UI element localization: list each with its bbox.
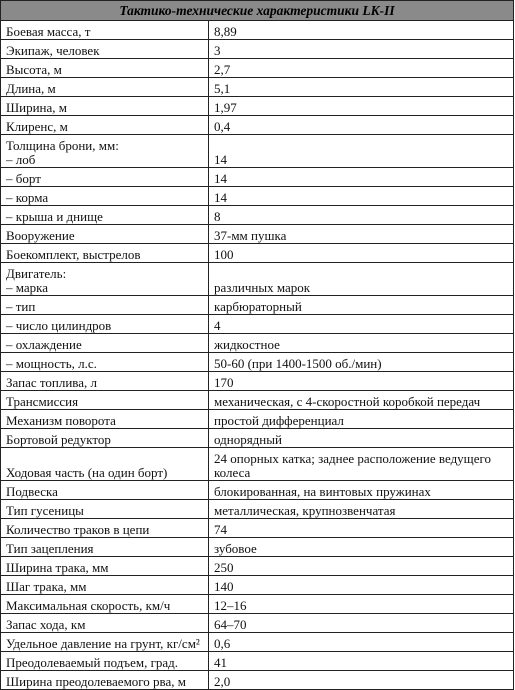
spec-value-cell	[209, 225, 514, 244]
spec-label-cell	[1, 353, 209, 372]
table-row	[1, 225, 514, 244]
spec-label: – марка	[6, 280, 49, 295]
spec-value: 14	[214, 171, 227, 186]
spec-value-cell	[209, 187, 514, 206]
spec-label-cell	[1, 614, 209, 633]
spec-label: Максимальная скорость, км/ч	[6, 598, 171, 613]
spec-label: Тип гусеницы	[6, 503, 84, 518]
spec-label: – борт	[6, 171, 41, 186]
spec-label-cell	[1, 59, 209, 78]
spec-label: Высота, м	[6, 62, 62, 77]
spec-value: 170	[214, 375, 234, 390]
spec-value: 5,1	[214, 81, 231, 96]
table-row	[1, 538, 514, 557]
spec-value-cell	[209, 135, 514, 168]
spec-label-cell	[1, 315, 209, 334]
spec-value-cell	[209, 21, 514, 40]
spec-label-cell	[1, 187, 209, 206]
spec-label-cell	[1, 225, 209, 244]
spec-label: Бортовой редуктор	[6, 432, 111, 447]
spec-label: Длина, м	[6, 81, 56, 96]
table-row	[1, 296, 514, 315]
spec-value: 41	[214, 655, 227, 670]
spec-value: 4	[214, 318, 221, 333]
spec-value: 8,89	[214, 24, 237, 39]
spec-label: – число цилиндров	[6, 318, 112, 333]
spec-value-cell	[209, 206, 514, 225]
spec-value-cell	[209, 168, 514, 187]
spec-value-cell	[209, 40, 514, 59]
spec-value-cell	[209, 448, 514, 481]
spec-label: – мощность, л.с.	[6, 356, 97, 371]
spec-label: Боевая масса, т	[6, 24, 91, 39]
table-row	[1, 448, 514, 481]
table-row	[1, 187, 514, 206]
spec-value: механическая, с 4-скоростной коробкой передач	[214, 394, 481, 409]
spec-label-cell	[1, 391, 209, 410]
table-row	[1, 168, 514, 187]
spec-group-heading: Двигатель:	[6, 266, 67, 281]
spec-value: 3	[214, 43, 221, 58]
spec-value: 64–70	[214, 617, 247, 632]
spec-value-cell	[209, 500, 514, 519]
spec-value-cell	[209, 576, 514, 595]
table-row	[1, 576, 514, 595]
spec-label: Трансмиссия	[6, 394, 79, 409]
spec-value-cell	[209, 59, 514, 78]
spec-label-cell	[1, 429, 209, 448]
spec-value-cell	[209, 334, 514, 353]
table-row	[1, 97, 514, 116]
spec-value-cell	[209, 652, 514, 671]
spec-value-cell	[209, 538, 514, 557]
spec-value: карбюраторный	[214, 299, 302, 314]
spec-value-cell	[209, 353, 514, 372]
table-row	[1, 21, 514, 40]
spec-label-cell	[1, 97, 209, 116]
spec-label-cell	[1, 652, 209, 671]
spec-value: различных марок	[214, 280, 311, 295]
spec-label-cell	[1, 633, 209, 652]
spec-value-cell	[209, 410, 514, 429]
spec-label-cell	[1, 21, 209, 40]
spec-label-cell	[1, 206, 209, 225]
spec-label: Запас топлива, л	[6, 375, 97, 390]
spec-value: простой дифференциал	[214, 413, 344, 428]
spec-value: зубовое	[214, 541, 257, 556]
spec-label-cell	[1, 519, 209, 538]
spec-label: – тип	[6, 299, 36, 314]
table-row	[1, 78, 514, 97]
spec-label-cell	[1, 448, 209, 481]
spec-label-cell	[1, 334, 209, 353]
spec-label-cell	[1, 116, 209, 135]
spec-label-cell	[1, 135, 209, 168]
spec-label: Удельное давление на грунт, кг/см²	[6, 636, 200, 651]
spec-label: Преодолеваемый подъем, град.	[6, 655, 179, 670]
spec-label: Ширина трака, мм	[6, 560, 109, 575]
spec-label: Подвеска	[6, 484, 58, 499]
spec-label-cell	[1, 244, 209, 263]
spec-label: Механизм поворота	[6, 413, 116, 428]
table-row	[1, 595, 514, 614]
table-row	[1, 59, 514, 78]
spec-value-cell	[209, 244, 514, 263]
spec-value: 50-60 (при 1400-1500 об./мин)	[214, 356, 382, 371]
spec-value-cell	[209, 78, 514, 97]
table-row	[1, 315, 514, 334]
spec-label-cell	[1, 168, 209, 187]
spec-value-cell	[209, 671, 514, 690]
spec-label-cell	[1, 538, 209, 557]
spec-rows	[1, 21, 514, 690]
spec-value: 14	[214, 190, 227, 205]
spec-label: Шаг трака, мм	[6, 579, 87, 594]
table-row	[1, 244, 514, 263]
spec-label-cell	[1, 372, 209, 391]
table-row	[1, 481, 514, 500]
spec-value: жидкостное	[214, 337, 280, 352]
spec-group-heading: Толщина брони, мм:	[6, 138, 119, 153]
spec-value-cell	[209, 595, 514, 614]
spec-value: 74	[214, 522, 227, 537]
spec-value: 1,97	[214, 100, 237, 115]
spec-label: – корма	[6, 190, 49, 205]
spec-value: 250	[214, 560, 234, 575]
spec-label-cell	[1, 410, 209, 429]
spec-label-cell	[1, 263, 209, 296]
spec-label-cell	[1, 500, 209, 519]
table-row	[1, 557, 514, 576]
table-row	[1, 391, 514, 410]
spec-label: – крыша и днище	[6, 209, 103, 224]
spec-label-cell	[1, 576, 209, 595]
table-row	[1, 671, 514, 690]
spec-value: металлическая, крупнозвенчатая	[214, 503, 396, 518]
spec-label-cell	[1, 78, 209, 97]
spec-value: 2,7	[214, 62, 231, 77]
spec-label: Запас хода, км	[6, 617, 86, 632]
table-title: Тактико-технические характеристики LK-II	[1, 1, 514, 21]
spec-label-cell	[1, 671, 209, 690]
spec-value: однорядный	[214, 432, 282, 447]
spec-value-cell	[209, 614, 514, 633]
spec-value-cell	[209, 296, 514, 315]
spec-value: 0,4	[214, 119, 231, 134]
spec-value-cell	[209, 429, 514, 448]
spec-label: Вооружение	[6, 228, 75, 243]
spec-label-cell	[1, 595, 209, 614]
spec-label: Количество траков в цепи	[6, 522, 150, 537]
spec-label-cell	[1, 296, 209, 315]
spec-label-cell	[1, 40, 209, 59]
table-row	[1, 429, 514, 448]
table-row	[1, 633, 514, 652]
spec-label: Ходовая часть (на один борт)	[6, 465, 168, 480]
spec-value: 12–16	[214, 598, 247, 613]
spec-label: Экипаж, человек	[6, 43, 100, 58]
table-row	[1, 410, 514, 429]
spec-value-cell	[209, 519, 514, 538]
table-row	[1, 263, 514, 296]
table-row	[1, 500, 514, 519]
table-row	[1, 40, 514, 59]
spec-value: 24 опорных катка; заднее расположение ведущего колеса	[214, 451, 491, 480]
spec-label-cell	[1, 481, 209, 500]
spec-value: 100	[214, 247, 234, 262]
spec-value-cell	[209, 557, 514, 576]
table-row	[1, 206, 514, 225]
spec-label: Клиренс, м	[6, 119, 68, 134]
spec-value: 8	[214, 209, 221, 224]
spec-value-cell	[209, 263, 514, 296]
table-row	[1, 334, 514, 353]
table-row	[1, 652, 514, 671]
table-row	[1, 614, 514, 633]
table-title-row	[1, 1, 514, 21]
table-row	[1, 135, 514, 168]
spec-value-cell	[209, 633, 514, 652]
table-row	[1, 116, 514, 135]
spec-value-cell	[209, 116, 514, 135]
spec-value-cell	[209, 391, 514, 410]
spec-value: 140	[214, 579, 234, 594]
spec-value: 37-мм пушка	[214, 228, 287, 243]
spec-label: Тип зацепления	[6, 541, 94, 556]
spec-value-cell	[209, 315, 514, 334]
table-row	[1, 372, 514, 391]
spec-value-cell	[209, 97, 514, 116]
spec-label: Ширина, м	[6, 100, 67, 115]
spec-value: блокированная, на винтовых пружинах	[214, 484, 431, 499]
spec-label: Ширина преодолеваемого рва, м	[6, 674, 187, 689]
spec-label: – охлаждение	[6, 337, 82, 352]
spec-label-cell	[1, 557, 209, 576]
spec-value: 0,6	[214, 636, 231, 651]
table-row	[1, 353, 514, 372]
table-row	[1, 519, 514, 538]
spec-value: 2,0	[214, 674, 231, 689]
spec-value: 14	[214, 152, 227, 167]
spec-value-cell	[209, 481, 514, 500]
spec-label: – лоб	[6, 152, 36, 167]
spec-label: Боекомплект, выстрелов	[6, 247, 141, 262]
spec-value-cell	[209, 372, 514, 391]
